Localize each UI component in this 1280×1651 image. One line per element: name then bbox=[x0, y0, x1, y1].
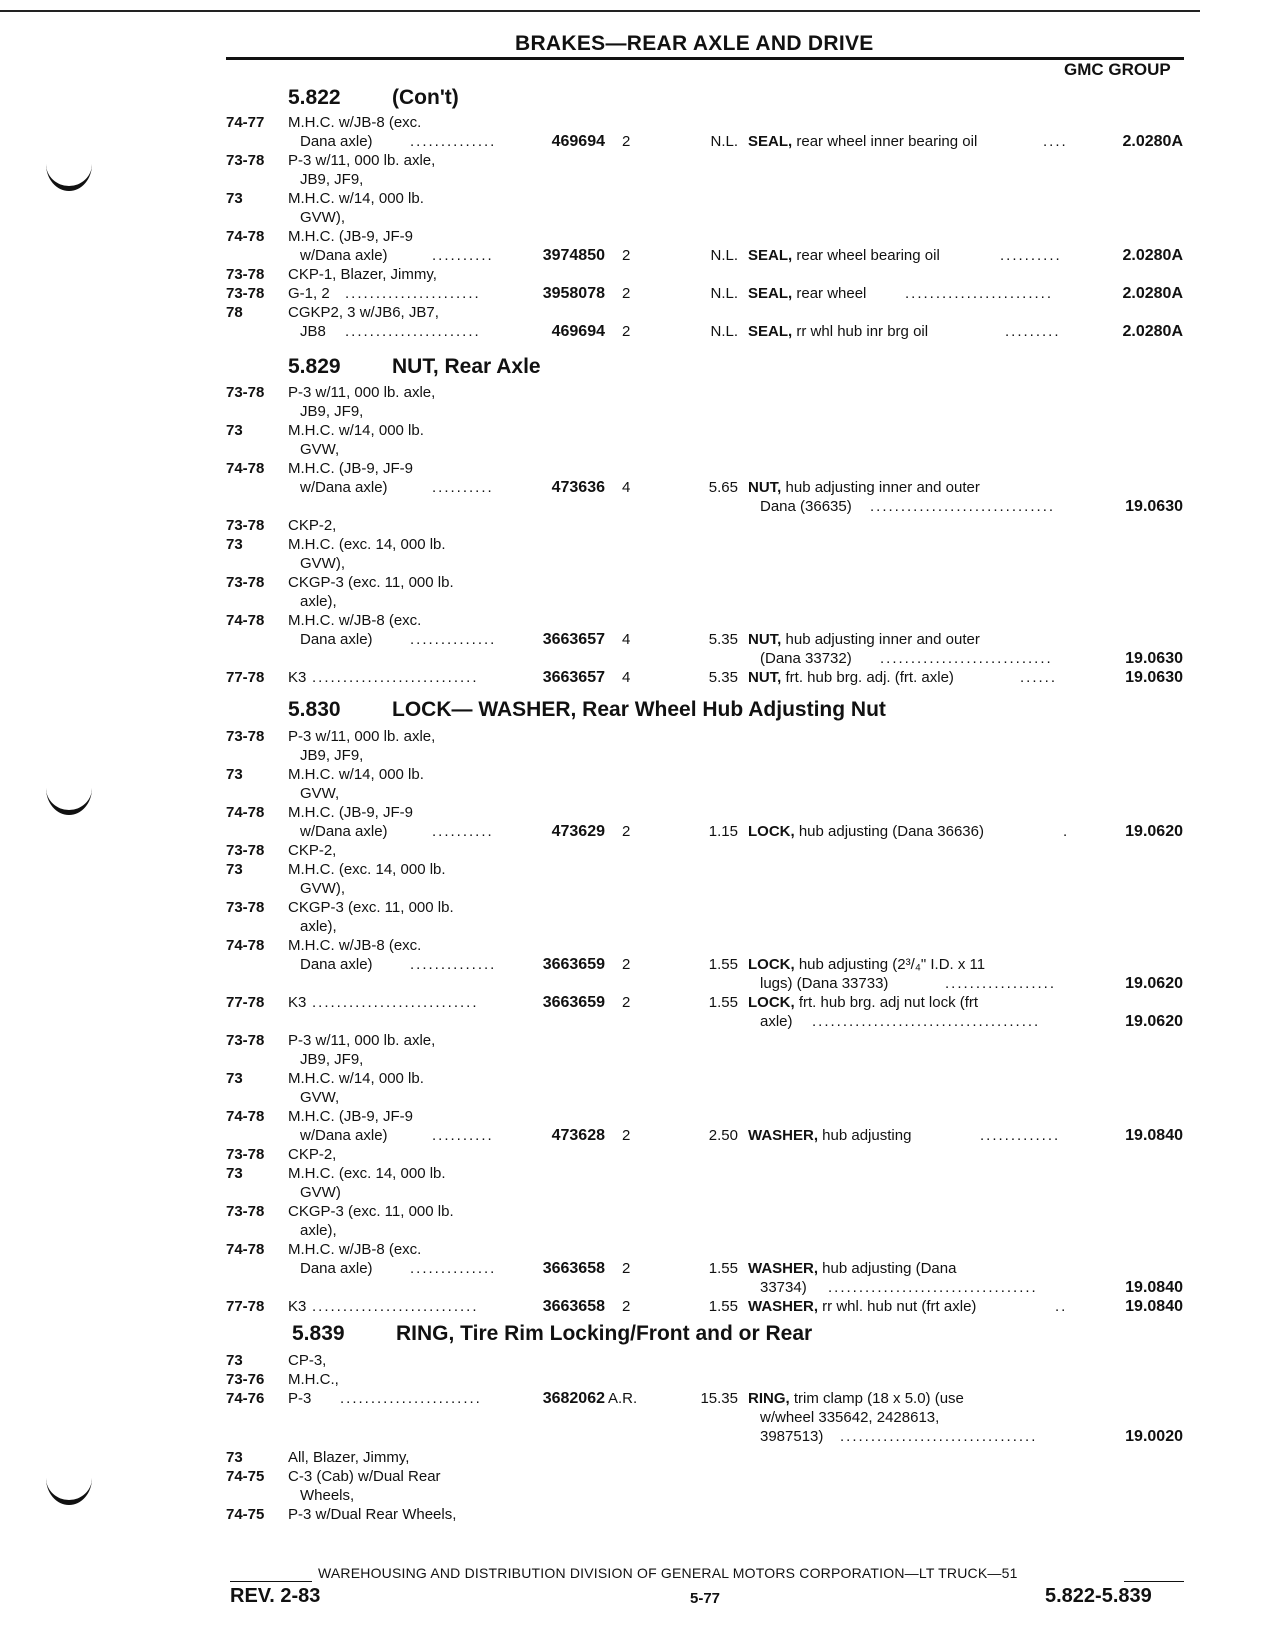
part-detail: hub adjusting (Dana bbox=[818, 1260, 957, 1277]
quantity: 2 bbox=[622, 247, 631, 264]
part-name: NUT, bbox=[748, 631, 782, 648]
application-text: P-3 w/11, 000 lb. axle, bbox=[288, 1032, 436, 1049]
section-title: (Con't) bbox=[392, 86, 459, 109]
application-text: M.H.C. w/JB-8 (exc. bbox=[288, 1241, 422, 1258]
model-years: 73-78 bbox=[226, 152, 265, 169]
application-text: M.H.C. w/14, 000 lb. bbox=[288, 422, 424, 439]
model-years: 73 bbox=[226, 1352, 243, 1369]
application-text: Dana axle) bbox=[300, 1260, 373, 1277]
model-years: 74-75 bbox=[226, 1468, 265, 1485]
part-description bbox=[748, 133, 977, 151]
model-years: 73-76 bbox=[226, 1371, 265, 1388]
part-description bbox=[748, 1260, 956, 1278]
model-years: 74-78 bbox=[226, 1108, 265, 1125]
model-years: 74-78 bbox=[226, 804, 265, 821]
price: 1.15 bbox=[708, 823, 738, 840]
model-years: 73-78 bbox=[226, 1032, 265, 1049]
application-text: CKGP-3 (exc. 11, 000 lb. bbox=[288, 574, 454, 591]
part-number: 3974850 bbox=[542, 247, 605, 264]
dot-leader: ...................... bbox=[345, 323, 481, 340]
application-text: C-3 (Cab) w/Dual Rear bbox=[288, 1468, 441, 1485]
model-years: 77-78 bbox=[226, 994, 265, 1011]
scan-top-border bbox=[0, 10, 1200, 12]
model-years: 73-78 bbox=[226, 1146, 265, 1163]
part-detail: frt. hub brg. adj nut lock (frt bbox=[794, 994, 979, 1011]
part-description-continued: 33734) bbox=[760, 1279, 807, 1296]
group-code: 2.0280A bbox=[1122, 247, 1183, 264]
application-text: K3 bbox=[288, 994, 307, 1011]
group-code: 19.0840 bbox=[1125, 1127, 1183, 1144]
dot-leader: .................. bbox=[945, 975, 1057, 992]
model-years: 73-78 bbox=[226, 384, 265, 401]
quantity: 2 bbox=[622, 994, 631, 1011]
section-title: RING, Tire Rim Locking/Front and or Rear bbox=[396, 1322, 813, 1345]
group-code: 2.0280A bbox=[1122, 323, 1183, 340]
model-years: 73-78 bbox=[226, 574, 265, 591]
quantity: 2 bbox=[622, 1298, 631, 1315]
application-text: w/Dana axle) bbox=[300, 247, 388, 264]
section-number: 5.822 bbox=[288, 86, 341, 109]
application-text: CKGP-3 (exc. 11, 000 lb. bbox=[288, 1203, 454, 1220]
part-name: NUT, bbox=[748, 669, 782, 686]
price: 5.65 bbox=[708, 479, 738, 496]
group-code: 19.0630 bbox=[1125, 650, 1183, 667]
part-detail: rr whl. hub nut (frt axle) bbox=[818, 1298, 977, 1315]
footer-text: WAREHOUSING AND DISTRIBUTION DIVISION OF GENERAL MOTORS CORPORATION—LT TRUCK—51 bbox=[318, 1565, 1018, 1581]
application-text: P-3 w/11, 000 lb. axle, bbox=[288, 384, 436, 401]
section-title: LOCK— WASHER, Rear Wheel Hub Adjusting Nut bbox=[392, 698, 886, 721]
application-text: GVW), bbox=[300, 880, 345, 897]
price: 1.55 bbox=[708, 956, 738, 973]
group-label: GMC GROUP bbox=[1064, 60, 1171, 79]
part-name: LOCK, bbox=[748, 956, 795, 973]
quantity: A.R. bbox=[608, 1390, 638, 1407]
dot-leader: .......... bbox=[1000, 247, 1062, 264]
binder-hole-mark bbox=[46, 1478, 92, 1505]
group-code: 19.0840 bbox=[1125, 1298, 1183, 1315]
dot-leader: .... bbox=[1043, 133, 1068, 150]
dot-leader: .............................. bbox=[870, 498, 1056, 515]
part-description bbox=[748, 479, 980, 497]
footer-rule-left bbox=[230, 1581, 312, 1582]
part-description-continued: lugs) (Dana 33733) bbox=[760, 975, 889, 992]
dot-leader: ........................ bbox=[905, 285, 1054, 302]
price: 2.50 bbox=[708, 1127, 738, 1144]
application-text: M.H.C., bbox=[288, 1371, 339, 1388]
part-detail: rear wheel inner bearing oil bbox=[792, 133, 978, 150]
quantity: 2 bbox=[622, 133, 631, 150]
application-text: M.H.C. w/JB-8 (exc. bbox=[288, 114, 422, 131]
model-years: 77-78 bbox=[226, 1298, 265, 1315]
application-text: axle), bbox=[300, 1222, 337, 1239]
part-name: SEAL, bbox=[748, 133, 793, 150]
application-text: P-3 w/Dual Rear Wheels, bbox=[288, 1506, 457, 1523]
application-text: GVW, bbox=[300, 441, 340, 458]
part-description bbox=[748, 994, 978, 1012]
part-name: NUT, bbox=[748, 479, 782, 496]
dot-leader: .......... bbox=[432, 1127, 494, 1144]
application-text: JB9, JF9, bbox=[300, 747, 364, 764]
application-text: P-3 w/11, 000 lb. axle, bbox=[288, 152, 436, 169]
application-text: GVW) bbox=[300, 1184, 341, 1201]
section-heading bbox=[288, 86, 459, 110]
quantity: 2 bbox=[622, 285, 631, 302]
group-code: 2.0280A bbox=[1122, 285, 1183, 302]
application-text: w/Dana axle) bbox=[300, 823, 388, 840]
dot-leader: .......... bbox=[432, 247, 494, 264]
revision-label: REV. 2-83 bbox=[230, 1585, 321, 1607]
dot-leader: . bbox=[1063, 823, 1070, 840]
model-years: 73-78 bbox=[226, 728, 265, 745]
dot-leader: .............. bbox=[410, 956, 497, 973]
model-years: 74-77 bbox=[226, 114, 265, 131]
application-text: w/Dana axle) bbox=[300, 1127, 388, 1144]
model-years: 73 bbox=[226, 422, 243, 439]
section-range: 5.822-5.839 bbox=[1045, 1585, 1152, 1607]
section-heading bbox=[292, 1322, 812, 1346]
application-text: All, Blazer, Jimmy, bbox=[288, 1449, 410, 1466]
model-years: 74-78 bbox=[226, 460, 265, 477]
application-text: M.H.C. (exc. 14, 000 lb. bbox=[288, 1165, 446, 1182]
model-years: 73-78 bbox=[226, 517, 265, 534]
application-text: M.H.C. (JB-9, JF-9 bbox=[288, 228, 414, 245]
quantity: 4 bbox=[622, 631, 631, 648]
dot-leader: .............. bbox=[410, 631, 497, 648]
section-title: NUT, Rear Axle bbox=[392, 355, 541, 378]
part-detail: frt. hub brg. adj. (frt. axle) bbox=[781, 669, 954, 686]
model-years: 73 bbox=[226, 536, 243, 553]
application-text: CGKP2, 3 w/JB6, JB7, bbox=[288, 304, 439, 321]
application-text: CP-3, bbox=[288, 1352, 327, 1369]
model-years: 73-78 bbox=[226, 899, 265, 916]
dot-leader: .............. bbox=[410, 1260, 497, 1277]
dot-leader: ...................... bbox=[345, 285, 481, 302]
quantity: 2 bbox=[622, 1260, 631, 1277]
part-description-continued: w/wheel 335642, 2428613, bbox=[760, 1409, 940, 1426]
part-number: 3663659 bbox=[542, 994, 605, 1011]
model-years: 74-78 bbox=[226, 937, 265, 954]
part-name: SEAL, bbox=[748, 285, 793, 302]
part-number: 3958078 bbox=[542, 285, 605, 302]
price: 5.35 bbox=[708, 669, 738, 686]
price: 1.55 bbox=[708, 1298, 738, 1315]
model-years: 73-78 bbox=[226, 842, 265, 859]
application-text: K3 bbox=[288, 1298, 307, 1315]
part-number: 469694 bbox=[551, 133, 605, 150]
part-description bbox=[748, 247, 940, 265]
group-code: 19.0620 bbox=[1125, 1013, 1183, 1030]
application-text: M.H.C. w/JB-8 (exc. bbox=[288, 937, 422, 954]
part-name: WASHER, bbox=[748, 1127, 819, 1144]
part-detail: rear wheel bbox=[792, 285, 867, 302]
model-years: 74-78 bbox=[226, 1241, 265, 1258]
price: 15.35 bbox=[700, 1390, 738, 1407]
part-description bbox=[748, 323, 928, 341]
part-number: 473628 bbox=[551, 1127, 605, 1144]
model-years: 73 bbox=[226, 1070, 243, 1087]
part-description bbox=[748, 1298, 976, 1316]
model-years: 73 bbox=[226, 1165, 243, 1182]
section-number: 5.830 bbox=[288, 698, 341, 721]
section-heading bbox=[288, 355, 541, 379]
part-number: 469694 bbox=[551, 323, 605, 340]
part-detail: hub adjusting inner and outer bbox=[781, 479, 980, 496]
model-years: 73-78 bbox=[226, 266, 265, 283]
dot-leader: ............. bbox=[980, 1127, 1061, 1144]
part-description bbox=[748, 1390, 964, 1408]
application-text: CKP-2, bbox=[288, 1146, 337, 1163]
part-number: 3663658 bbox=[542, 1260, 605, 1277]
application-text: M.H.C. w/14, 000 lb. bbox=[288, 190, 424, 207]
application-text: Dana axle) bbox=[300, 631, 373, 648]
application-text: Wheels, bbox=[300, 1487, 355, 1504]
dot-leader: ............................ bbox=[880, 650, 1053, 667]
part-name: WASHER, bbox=[748, 1298, 819, 1315]
page-title: BRAKES—REAR AXLE AND DRIVE bbox=[515, 32, 874, 55]
section-number: 5.839 bbox=[292, 1322, 345, 1345]
application-text: M.H.C. w/14, 000 lb. bbox=[288, 1070, 424, 1087]
part-description bbox=[748, 823, 984, 841]
binder-hole-mark bbox=[46, 164, 92, 191]
dot-leader: ...... bbox=[1020, 669, 1058, 686]
part-name: SEAL, bbox=[748, 247, 793, 264]
quantity: 2 bbox=[622, 1127, 631, 1144]
dot-leader: .......... bbox=[432, 823, 494, 840]
part-description-continued: (Dana 33732) bbox=[760, 650, 852, 667]
application-text: JB9, JF9, bbox=[300, 403, 364, 420]
application-text: M.H.C. (JB-9, JF-9 bbox=[288, 804, 414, 821]
dot-leader: .............. bbox=[410, 133, 497, 150]
model-years: 73 bbox=[226, 766, 243, 783]
application-text: Dana axle) bbox=[300, 133, 373, 150]
dot-leader: .......... bbox=[432, 479, 494, 496]
quantity: 2 bbox=[622, 323, 631, 340]
application-text: GVW), bbox=[300, 209, 345, 226]
application-text: CKP-2, bbox=[288, 517, 337, 534]
group-code: 19.0840 bbox=[1125, 1279, 1183, 1296]
model-years: 73 bbox=[226, 1449, 243, 1466]
part-detail: rr whl hub inr brg oil bbox=[792, 323, 929, 340]
part-detail: hub adjusting bbox=[818, 1127, 912, 1144]
dot-leader: ..................................... bbox=[812, 1013, 1041, 1030]
model-years: 78 bbox=[226, 304, 243, 321]
application-text: M.H.C. w/14, 000 lb. bbox=[288, 766, 424, 783]
application-text: GVW, bbox=[300, 1089, 340, 1106]
quantity: 2 bbox=[622, 956, 631, 973]
model-years: 73-78 bbox=[226, 285, 265, 302]
part-description bbox=[748, 956, 985, 974]
dot-leader: ....................... bbox=[340, 1390, 482, 1407]
part-description-continued: 3987513) bbox=[760, 1428, 824, 1445]
group-code: 19.0630 bbox=[1125, 669, 1183, 686]
application-text: M.H.C. (exc. 14, 000 lb. bbox=[288, 536, 446, 553]
application-text: CKP-2, bbox=[288, 842, 337, 859]
application-text: Dana axle) bbox=[300, 956, 373, 973]
part-number: 3663657 bbox=[542, 631, 605, 648]
application-text: JB9, JF9, bbox=[300, 171, 364, 188]
section-number: 5.829 bbox=[288, 355, 341, 378]
part-number: 3663657 bbox=[542, 669, 605, 686]
quantity: 4 bbox=[622, 479, 631, 496]
application-text: P-3 bbox=[288, 1390, 312, 1407]
price: 1.55 bbox=[708, 994, 738, 1011]
part-number: 3663659 bbox=[542, 956, 605, 973]
model-years: 74-78 bbox=[226, 228, 265, 245]
price: 5.35 bbox=[708, 631, 738, 648]
application-text: JB8 bbox=[300, 323, 326, 340]
part-number: 3682062 bbox=[542, 1390, 605, 1407]
application-text: K3 bbox=[288, 669, 307, 686]
part-detail: rear wheel bearing oil bbox=[792, 247, 940, 264]
application-text: axle), bbox=[300, 918, 337, 935]
group-code: 19.0620 bbox=[1125, 823, 1183, 840]
model-years: 77-78 bbox=[226, 669, 265, 686]
part-number: 3663658 bbox=[542, 1298, 605, 1315]
dot-leader: ......... bbox=[1005, 323, 1061, 340]
section-heading bbox=[288, 698, 886, 722]
model-years: 74-78 bbox=[226, 612, 265, 629]
application-text: P-3 w/11, 000 lb. axle, bbox=[288, 728, 436, 745]
application-text: GVW, bbox=[300, 785, 340, 802]
application-text: CKP-1, Blazer, Jimmy, bbox=[288, 266, 437, 283]
part-description bbox=[748, 285, 866, 303]
dot-leader: ................................ bbox=[840, 1428, 1038, 1445]
part-name: LOCK, bbox=[748, 994, 795, 1011]
group-code: 19.0630 bbox=[1125, 498, 1183, 515]
application-text: M.H.C. (JB-9, JF-9 bbox=[288, 460, 414, 477]
part-description bbox=[748, 669, 954, 687]
group-code: 19.0020 bbox=[1125, 1428, 1183, 1445]
part-detail: hub adjusting (Dana 36636) bbox=[794, 823, 984, 840]
dot-leader: .................................. bbox=[828, 1279, 1038, 1296]
model-years: 73 bbox=[226, 190, 243, 207]
price: N.L. bbox=[710, 323, 738, 340]
price: 1.55 bbox=[708, 1260, 738, 1277]
part-name: RING, bbox=[748, 1390, 790, 1407]
application-text: M.H.C. (JB-9, JF-9 bbox=[288, 1108, 414, 1125]
application-text: CKGP-3 (exc. 11, 000 lb. bbox=[288, 899, 454, 916]
application-text: axle), bbox=[300, 593, 337, 610]
application-text: w/Dana axle) bbox=[300, 479, 388, 496]
application-text: M.H.C. (exc. 14, 000 lb. bbox=[288, 861, 446, 878]
part-number: 473636 bbox=[551, 479, 605, 496]
footer-rule-right bbox=[1124, 1581, 1184, 1582]
part-number: 473629 bbox=[551, 823, 605, 840]
application-text: JB9, JF9, bbox=[300, 1051, 364, 1068]
group-code: 19.0620 bbox=[1125, 975, 1183, 992]
dot-leader: .. bbox=[1055, 1298, 1068, 1315]
dot-leader: ........................... bbox=[312, 1298, 479, 1315]
part-name: WASHER, bbox=[748, 1260, 819, 1277]
price: N.L. bbox=[710, 247, 738, 264]
quantity: 4 bbox=[622, 669, 631, 686]
part-detail: trim clamp (18 x 5.0) (use bbox=[789, 1390, 964, 1407]
price: N.L. bbox=[710, 133, 738, 150]
model-years: 73 bbox=[226, 861, 243, 878]
header-rule bbox=[226, 57, 1184, 60]
model-years: 74-76 bbox=[226, 1390, 265, 1407]
quantity: 2 bbox=[622, 823, 631, 840]
price: N.L. bbox=[710, 285, 738, 302]
binder-hole-mark bbox=[46, 788, 92, 815]
part-description-continued: Dana (36635) bbox=[760, 498, 852, 515]
part-description bbox=[748, 1127, 911, 1145]
application-text: GVW), bbox=[300, 555, 345, 572]
part-description bbox=[748, 631, 980, 649]
model-years: 73-78 bbox=[226, 1203, 265, 1220]
part-name: SEAL, bbox=[748, 323, 793, 340]
part-description-continued: axle) bbox=[760, 1013, 793, 1030]
dot-leader: ........................... bbox=[312, 669, 479, 686]
part-name: LOCK, bbox=[748, 823, 795, 840]
group-code: 2.0280A bbox=[1122, 133, 1183, 150]
model-years: 74-75 bbox=[226, 1506, 265, 1523]
page-number: 5-77 bbox=[690, 1590, 721, 1607]
application-text: M.H.C. w/JB-8 (exc. bbox=[288, 612, 422, 629]
dot-leader: ........................... bbox=[312, 994, 479, 1011]
part-detail: hub adjusting (2³/₄" I.D. x 11 bbox=[794, 956, 986, 973]
part-detail: hub adjusting inner and outer bbox=[781, 631, 980, 648]
application-text: G-1, 2 bbox=[288, 285, 330, 302]
